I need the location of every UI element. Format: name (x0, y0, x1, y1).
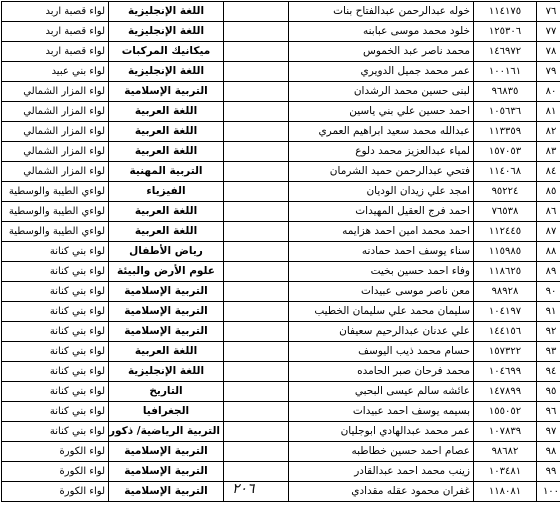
row-number: ٨٢ (537, 122, 560, 142)
row-name: خلود محمد موسى عبابنه (289, 22, 474, 42)
row-name: فتحي عبدالرحمن حميد الشرمان (289, 162, 474, 182)
row-subject: اللغة العربية (109, 342, 224, 362)
table-row (2, 362, 560, 382)
row-number: ٩٤ (537, 362, 560, 382)
row-blank (224, 202, 289, 222)
handwritten-note: ٢٠٦ (232, 481, 255, 497)
row-blank (224, 482, 289, 502)
row-district: لواء الكورة (2, 482, 109, 502)
row-blank (224, 282, 289, 302)
row-subject: التربية الرياضية/ ذكور (109, 422, 224, 442)
row-subject: التربية الإسلامية (109, 282, 224, 302)
row-id: ١١٨٦٢٥ (474, 262, 537, 282)
row-number: ٧٦ (537, 2, 560, 22)
row-name: محمد فرحان صبر الحامده (289, 362, 474, 382)
row-id: ٧٦٥٣٨ (474, 202, 537, 222)
row-id: ١٥٧٣٢٢ (474, 342, 537, 362)
row-id: ١٤٧٨٩٩ (474, 382, 537, 402)
row-id: ٩٥٢٢٤ (474, 182, 537, 202)
row-name: خوله عبدالرحمن عبدالفتاح بنات (289, 2, 474, 22)
row-subject: اللغة العربية (109, 102, 224, 122)
row-number: ٩٥ (537, 382, 560, 402)
row-id: ١١٤٠٦٨ (474, 162, 537, 182)
row-district: لواء بني كنانة (2, 402, 109, 422)
row-district: لواء الكورة (2, 442, 109, 462)
row-number: ٨٧ (537, 222, 560, 242)
row-district: لواء بني كنانة (2, 422, 109, 442)
row-number: ٨٤ (537, 162, 560, 182)
row-blank (224, 222, 289, 242)
row-district: لواء بني كنانة (2, 322, 109, 342)
row-id: ١٠٤١٩٧ (474, 302, 537, 322)
row-name: عصام احمد حسين خطاطبه (289, 442, 474, 462)
table-row (2, 262, 560, 282)
row-district: لواء بني عبيد (2, 62, 109, 82)
row-district: لواء قصبة اربد (2, 42, 109, 62)
row-district: لواءي الطيبة والوسطية (2, 202, 109, 222)
row-name: عبدالله محمد سعيد ابراهيم العمري (289, 122, 474, 142)
row-blank (224, 382, 289, 402)
row-district: لواء الكورة (2, 462, 109, 482)
row-blank (224, 442, 289, 462)
table-row (2, 22, 560, 42)
row-id: ٩٦٨٣٥ (474, 82, 537, 102)
row-blank (224, 462, 289, 482)
row-number: ٩٩ (537, 462, 560, 482)
row-district: لواء بني كنانة (2, 282, 109, 302)
row-id: ١٢٥٣٠٦ (474, 22, 537, 42)
row-number: ٨٨ (537, 242, 560, 262)
row-subject: ميكانيك المركبات (109, 42, 224, 62)
table-row (2, 322, 560, 342)
row-id: ١١٤١٧٥ (474, 2, 537, 22)
row-name: عمر محمد جميل الدويري (289, 62, 474, 82)
row-number: ٩١ (537, 302, 560, 322)
table-row (2, 142, 560, 162)
row-id: ١١٨٠٨١ (474, 482, 537, 502)
row-name: زينب محمد احمد عبدالقادر (289, 462, 474, 482)
row-subject: اللغة الإنجليزية (109, 22, 224, 42)
row-district: لواءي الطيبة والوسطية (2, 222, 109, 242)
row-id: ١٠٧٨٣٩ (474, 422, 537, 442)
row-id: ١٥٥٠٥٢ (474, 402, 537, 422)
row-name: احمد حسين علي بني ياسين (289, 102, 474, 122)
row-district: لواء المزار الشمالي (2, 122, 109, 142)
row-number: ٩٨ (537, 442, 560, 462)
row-id: ١١٢٤٤٥ (474, 222, 537, 242)
row-district: لواءي الطيبة والوسطية (2, 182, 109, 202)
row-name: معن ناصر موسى عبيدات (289, 282, 474, 302)
row-district: لواء قصبة اربد (2, 2, 109, 22)
row-subject: اللغة الإنجليزية (109, 2, 224, 22)
table-body (2, 2, 560, 502)
row-subject: التربية الإسلامية (109, 442, 224, 462)
table-row (2, 2, 560, 22)
row-subject: التربية المهنية (109, 162, 224, 182)
row-subject: التربية الإسلامية (109, 482, 224, 502)
row-id: ١٠٥٦٣٦ (474, 102, 537, 122)
table-row (2, 442, 560, 462)
row-blank (224, 82, 289, 102)
table-row (2, 82, 560, 102)
row-blank (224, 142, 289, 162)
row-district: لواء قصبة اربد (2, 22, 109, 42)
table-row (2, 382, 560, 402)
row-id: ٩٨٦٨٢ (474, 442, 537, 462)
row-id: ١١٣٣٥٩ (474, 122, 537, 142)
row-blank (224, 2, 289, 22)
row-number: ٩٠ (537, 282, 560, 302)
table-row (2, 482, 560, 502)
row-name: سليمان محمد علي سليمان الخطيب (289, 302, 474, 322)
row-name: سناء يوسف احمد حمادنه (289, 242, 474, 262)
table-row (2, 282, 560, 302)
row-id: ١٠٤٦٩٩ (474, 362, 537, 382)
row-subject: اللغة الإنجليزية (109, 62, 224, 82)
row-district: لواء بني كنانة (2, 382, 109, 402)
row-number: ٨٣ (537, 142, 560, 162)
row-subject: الجغرافيا (109, 402, 224, 422)
row-number: ٩٧ (537, 422, 560, 442)
row-number: ٨٠ (537, 82, 560, 102)
table-row (2, 342, 560, 362)
row-blank (224, 182, 289, 202)
row-subject: التربية الإسلامية (109, 462, 224, 482)
row-subject: اللغة العربية (109, 202, 224, 222)
row-number: ٨٩ (537, 262, 560, 282)
row-number: ٧٨ (537, 42, 560, 62)
row-number: ٧٧ (537, 22, 560, 42)
table-row (2, 102, 560, 122)
table-row (2, 242, 560, 262)
row-name: عمر محمد عبدالهادي ابوجليان (289, 422, 474, 442)
row-number: ٨١ (537, 102, 560, 122)
row-blank (224, 62, 289, 82)
row-subject: اللغة العربية (109, 142, 224, 162)
row-number: ٩٦ (537, 402, 560, 422)
row-name: لبنى حسين محمد الرشدان (289, 82, 474, 102)
row-id: ١٠٠١٦١ (474, 62, 537, 82)
table-row (2, 42, 560, 62)
table-row (2, 402, 560, 422)
row-blank (224, 22, 289, 42)
table-row (2, 202, 560, 222)
row-district: لواء المزار الشمالي (2, 142, 109, 162)
row-district: لواء بني كنانة (2, 342, 109, 362)
row-id: ١٥٧٠٥٣ (474, 142, 537, 162)
row-name: بسيمه يوسف احمد عبيدات (289, 402, 474, 422)
row-blank (224, 242, 289, 262)
row-id: ١٠٣٤٨١ (474, 462, 537, 482)
row-subject: علوم الأرض والبيئة (109, 262, 224, 282)
row-blank (224, 342, 289, 362)
table-row (2, 162, 560, 182)
row-district: لواء المزار الشمالي (2, 102, 109, 122)
row-subject: التاريخ (109, 382, 224, 402)
row-name: وفاء احمد حسين بخيت (289, 262, 474, 282)
row-district: لواء بني كنانة (2, 362, 109, 382)
row-number: ٨٥ (537, 182, 560, 202)
row-subject: التربية الإسلامية (109, 302, 224, 322)
row-name: علي عدنان عبدالرحيم سعيفان (289, 322, 474, 342)
row-name: حسام محمد ذيب اليوسف (289, 342, 474, 362)
row-name: امجد علي زيدان الوديان (289, 182, 474, 202)
row-name: محمد ناصر عبد الخموس (289, 42, 474, 62)
row-subject: التربية الإسلامية (109, 82, 224, 102)
table-row (2, 122, 560, 142)
row-blank (224, 302, 289, 322)
row-id: ٩٨٩٢٨ (474, 282, 537, 302)
row-name: غفران محمود عقله مقدادي (289, 482, 474, 502)
row-blank (224, 42, 289, 62)
table-row (2, 182, 560, 202)
row-number: ١٠٠ (537, 482, 560, 502)
table-row (2, 422, 560, 442)
row-blank (224, 122, 289, 142)
row-district: لواء بني كنانة (2, 302, 109, 322)
table-row (2, 302, 560, 322)
row-subject: اللغة الإنجليزية (109, 362, 224, 382)
row-number: ٩٣ (537, 342, 560, 362)
row-id: ١١٥٩٨٥ (474, 242, 537, 262)
row-blank (224, 402, 289, 422)
row-district: لواء المزار الشمالي (2, 162, 109, 182)
table-row (2, 62, 560, 82)
row-number: ٩٢ (537, 322, 560, 342)
row-number: ٧٩ (537, 62, 560, 82)
row-id: ١٤٦٩٧٢ (474, 42, 537, 62)
row-subject: رياض الأطفال (109, 242, 224, 262)
row-district: لواء بني كنانة (2, 262, 109, 282)
row-district: لواء بني كنانة (2, 242, 109, 262)
row-district: لواء المزار الشمالي (2, 82, 109, 102)
candidates-table (1, 1, 560, 502)
row-name: احمد محمد امين احمد هزايمه (289, 222, 474, 242)
row-blank (224, 322, 289, 342)
row-subject: الفيزياء (109, 182, 224, 202)
row-blank (224, 422, 289, 442)
table-row (2, 462, 560, 482)
table-row (2, 222, 560, 242)
row-blank (224, 162, 289, 182)
row-name: احمد فرج العقيل المهيدات (289, 202, 474, 222)
row-blank (224, 102, 289, 122)
row-name: عائشه سالم عيسى البحبي (289, 382, 474, 402)
row-subject: اللغة العربية (109, 122, 224, 142)
row-blank (224, 262, 289, 282)
row-id: ١٤٤١٥٦ (474, 322, 537, 342)
row-number: ٨٦ (537, 202, 560, 222)
row-subject: التربية الإسلامية (109, 322, 224, 342)
row-subject: اللغة العربية (109, 222, 224, 242)
row-name: لمياء عبدالعزيز محمد دلوع (289, 142, 474, 162)
row-blank (224, 362, 289, 382)
